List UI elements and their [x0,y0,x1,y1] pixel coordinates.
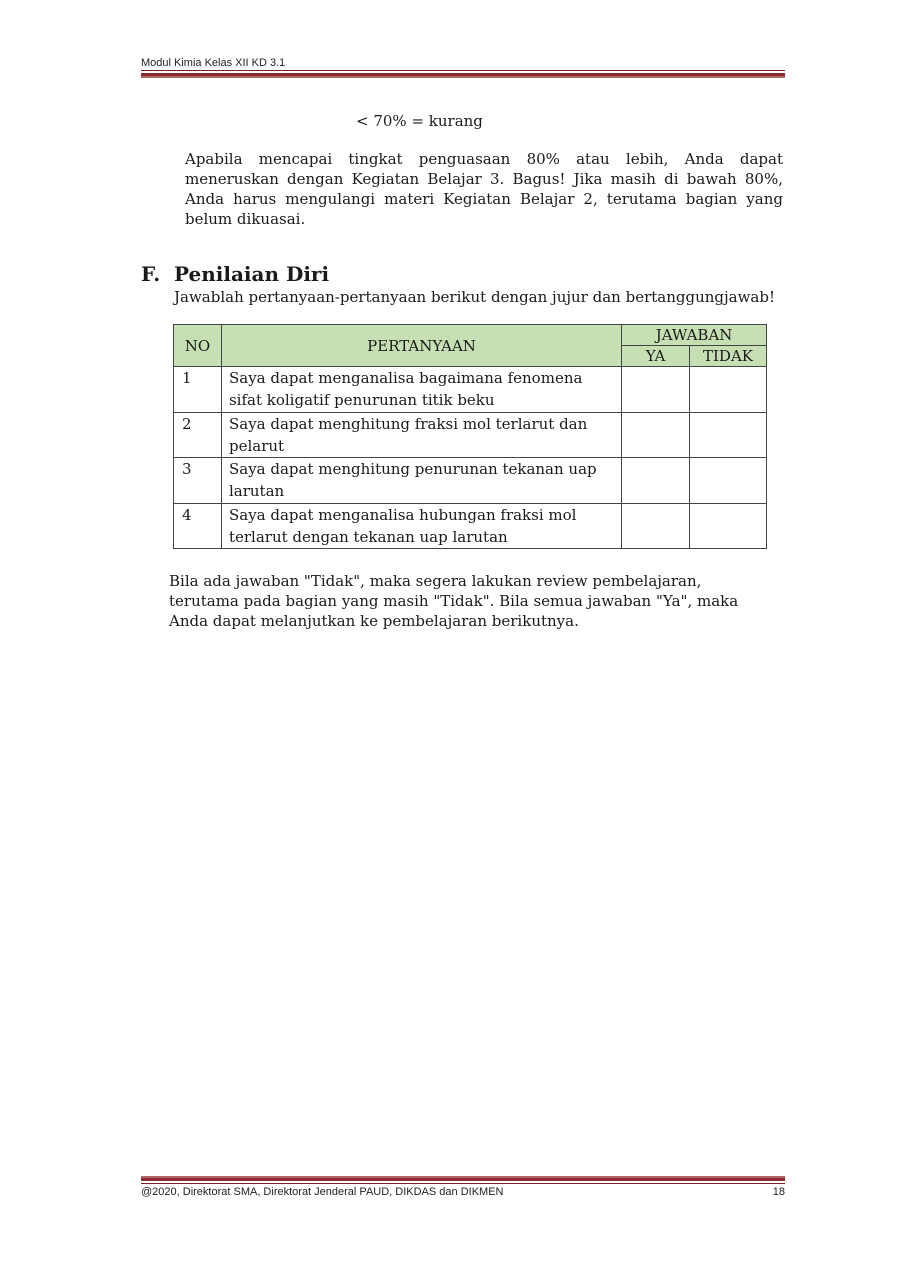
section-heading [141,262,329,286]
page-footer [141,1186,785,1198]
answer-yes-cell[interactable] [622,367,690,413]
mastery-paragraph: Apabila mencapai tingkat penguasaan 80% atau lebih, Anda dapat meneruskan dengan Kegiatan Belajar 3. Bagus! Jika masih di bawah 80%, Anda harus mengulangi materi Kegiatan Belajar 2, terutama bagian yang belum dikuasai. [185,150,783,228]
row-number: 4 [174,503,222,549]
section-title: Penilaian Diri [174,262,330,286]
footer-copyright: @2020, Direktorat SMA, Direktorat Jenderal PAUD, DIKDAS dan DIKMEN [141,1186,504,1198]
header-rule [141,70,785,78]
answer-no-cell[interactable] [690,367,767,413]
table-row [174,367,767,413]
row-question: Saya dapat menghitung penurunan tekanan uap larutan [221,458,621,504]
header-no-answer: TIDAK [690,346,767,367]
closing-paragraph: Bila ada jawaban "Tidak", maka segera lakukan review pembelajaran, terutama pada bagian yang masih "Tidak". Bila semua jawaban "Ya", maka Anda dapat melanjutkan ke pembelajaran berikutnya. [169,572,739,630]
answer-no-cell[interactable] [690,458,767,504]
answer-yes-cell[interactable] [622,503,690,549]
row-number: 1 [174,367,222,413]
row-question: Saya dapat menghitung fraksi mol terlarut dan pelarut [221,412,621,458]
footer-rule [141,1176,785,1184]
answer-no-cell[interactable] [690,412,767,458]
table-row [174,412,767,458]
table-row [174,458,767,504]
section-letter: F. [141,262,161,286]
table-row [174,503,767,549]
header-question: PERTANYAAN [221,325,621,367]
row-question: Saya dapat menganalisa hubungan fraksi mol terlarut dengan tekanan uap larutan [221,503,621,549]
answer-no-cell[interactable] [690,503,767,549]
section-intro: Jawablah pertanyaan-pertanyaan berikut dengan jujur dan bertanggungjawab! [174,288,776,306]
running-header-title: Modul Kimia Kelas XII KD 3.1 [141,57,286,69]
header-answer: JAWABAN [622,325,767,346]
page-number: 18 [772,1186,785,1198]
header-yes: YA [622,346,690,367]
header-no: NO [174,325,222,367]
row-question: Saya dapat menganalisa bagaimana fenomena sifat koligatif penurunan titik beku [221,367,621,413]
self-assessment-table [173,324,767,549]
answer-yes-cell[interactable] [622,412,690,458]
row-number: 3 [174,458,222,504]
grade-scale-line: < 70% = kurang [356,112,483,130]
answer-yes-cell[interactable] [622,458,690,504]
row-number: 2 [174,412,222,458]
